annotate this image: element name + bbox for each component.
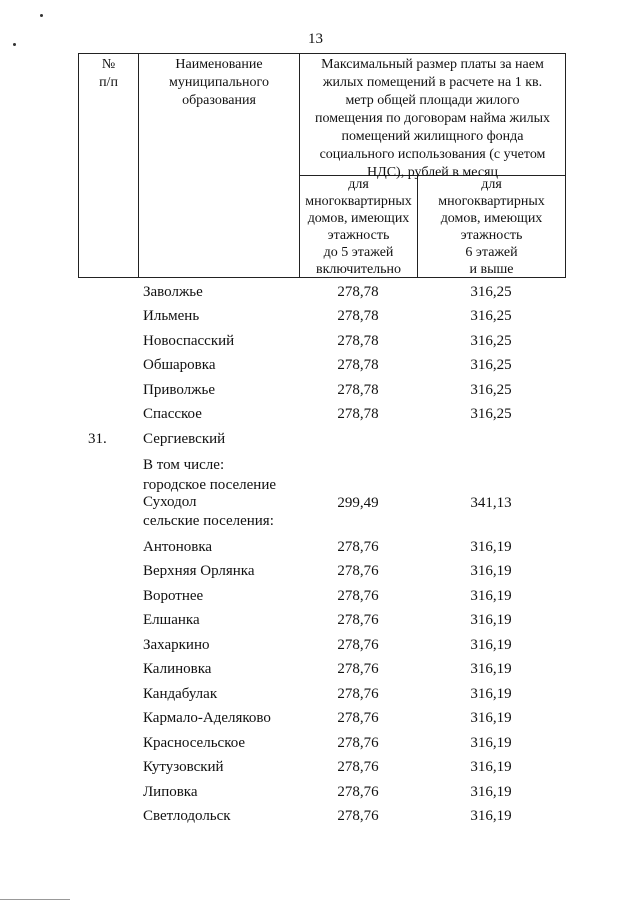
section-row <box>0 431 640 455</box>
row-value-low: 278,76 <box>337 686 379 702</box>
scan-edge-line <box>0 899 70 900</box>
row-name: Светлодольск <box>143 808 231 824</box>
table-row <box>0 612 640 636</box>
row-name: Заволжье <box>143 284 203 300</box>
table-row <box>0 710 640 734</box>
row-value-high: 316,25 <box>470 406 512 422</box>
row-value-low: 278,76 <box>337 808 379 824</box>
row-value-high: 316,19 <box>470 735 512 751</box>
row-value-high: 316,19 <box>470 759 512 775</box>
row-value-low: 278,76 <box>337 539 379 555</box>
row-name: Захаркино <box>143 637 210 653</box>
row-value-low: 278,76 <box>337 735 379 751</box>
row-name: Кутузовский <box>143 759 224 775</box>
row-value-low: 278,76 <box>337 588 379 604</box>
row-value-high: 316,19 <box>470 637 512 653</box>
row-value-low: 278,78 <box>337 357 379 373</box>
row-value-high: 316,19 <box>470 686 512 702</box>
row-name: Верхняя Орлянка <box>143 563 255 579</box>
row-value-low: 278,78 <box>337 333 379 349</box>
row-value-high: 316,25 <box>470 333 512 349</box>
header-number-label: № п/п <box>99 57 118 90</box>
table-row <box>0 759 640 783</box>
row-value-low: 278,78 <box>337 406 379 422</box>
row-name: Обшаровка <box>143 357 216 373</box>
row-value-low: 278,76 <box>337 661 379 677</box>
table-row <box>0 637 640 661</box>
table-row <box>0 308 640 332</box>
table-row <box>0 563 640 587</box>
row-name: Красносельское <box>143 735 246 751</box>
row-value-low: 278,76 <box>337 612 379 628</box>
table-row <box>0 284 640 308</box>
urban-settlement-name: городское поселение Суходол <box>143 477 277 510</box>
row-value-high: 316,19 <box>470 612 512 628</box>
table-row <box>0 588 640 612</box>
subheading-row <box>0 513 640 537</box>
row-value-low: 278,76 <box>337 563 379 579</box>
header-max-label: Максимальный размер платы за наем жилых помещений в расчете на 1 кв. метр общей площади жилого помещения по договорам найма жилых помещений жилищного фонда социального использования (с учетом НДС), рублей в месяц <box>314 57 551 180</box>
row-value-low: 278,78 <box>337 382 379 398</box>
table-row <box>0 357 640 381</box>
row-value-low: 278,78 <box>337 284 379 300</box>
header-sub1-label: для многоквартирных домов, имеющих этажность до 5 этажей включительно <box>305 177 412 277</box>
row-name: Елшанка <box>143 612 200 628</box>
table-row <box>0 406 640 430</box>
row-value-low: 278,76 <box>337 710 379 726</box>
scan-speck <box>13 43 16 46</box>
table-row <box>0 735 640 759</box>
table-row <box>0 539 640 563</box>
section-number: 31. <box>88 431 107 447</box>
rural-settlements-label: сельские поселения: <box>143 513 274 529</box>
row-value-low: 278,78 <box>337 308 379 324</box>
row-value-high: 341,13 <box>470 495 512 511</box>
row-value-high: 316,25 <box>470 382 512 398</box>
row-name: Спасское <box>143 406 202 422</box>
row-value-low: 278,76 <box>337 784 379 800</box>
table-row <box>0 333 640 357</box>
row-value-low: 278,76 <box>337 637 379 653</box>
row-name: Воротнее <box>143 588 204 604</box>
section-name: Сергиевский <box>143 431 226 447</box>
row-name: Калиновка <box>143 661 212 677</box>
row-value-high: 316,19 <box>470 539 512 555</box>
table-row <box>0 382 640 406</box>
row-value-high: 316,19 <box>470 710 512 726</box>
in-total-label: В том числе: <box>143 457 225 473</box>
header-sub2-label: для многоквартирных домов, имеющих этажность 6 этажей и выше <box>438 177 545 277</box>
row-value-low: 299,49 <box>337 495 379 511</box>
row-value-high: 316,19 <box>470 784 512 800</box>
row-name: Новоспасский <box>143 333 235 349</box>
row-value-high: 316,19 <box>470 808 512 824</box>
row-value-high: 316,25 <box>470 308 512 324</box>
row-value-high: 316,25 <box>470 357 512 373</box>
row-name: Кармало-Аделяково <box>143 710 271 726</box>
table-row <box>0 686 640 710</box>
row-value-high: 316,25 <box>470 284 512 300</box>
table-row <box>0 808 640 832</box>
header-name-label: Наименование муниципального образования <box>169 57 269 108</box>
row-name: Липовка <box>143 784 198 800</box>
row-value-high: 316,19 <box>470 661 512 677</box>
row-value-low: 278,76 <box>337 759 379 775</box>
row-name: Приволжье <box>143 382 215 398</box>
table-row <box>0 661 640 685</box>
urban-settlement-row <box>0 477 640 513</box>
row-value-high: 316,19 <box>470 588 512 604</box>
scan-speck <box>40 14 43 17</box>
row-name: Ильмень <box>143 308 200 324</box>
table-row <box>0 784 640 808</box>
page-number: 13 <box>308 31 323 47</box>
row-name: Антоновка <box>143 539 213 555</box>
row-name: Кандабулак <box>143 686 218 702</box>
row-value-high: 316,19 <box>470 563 512 579</box>
